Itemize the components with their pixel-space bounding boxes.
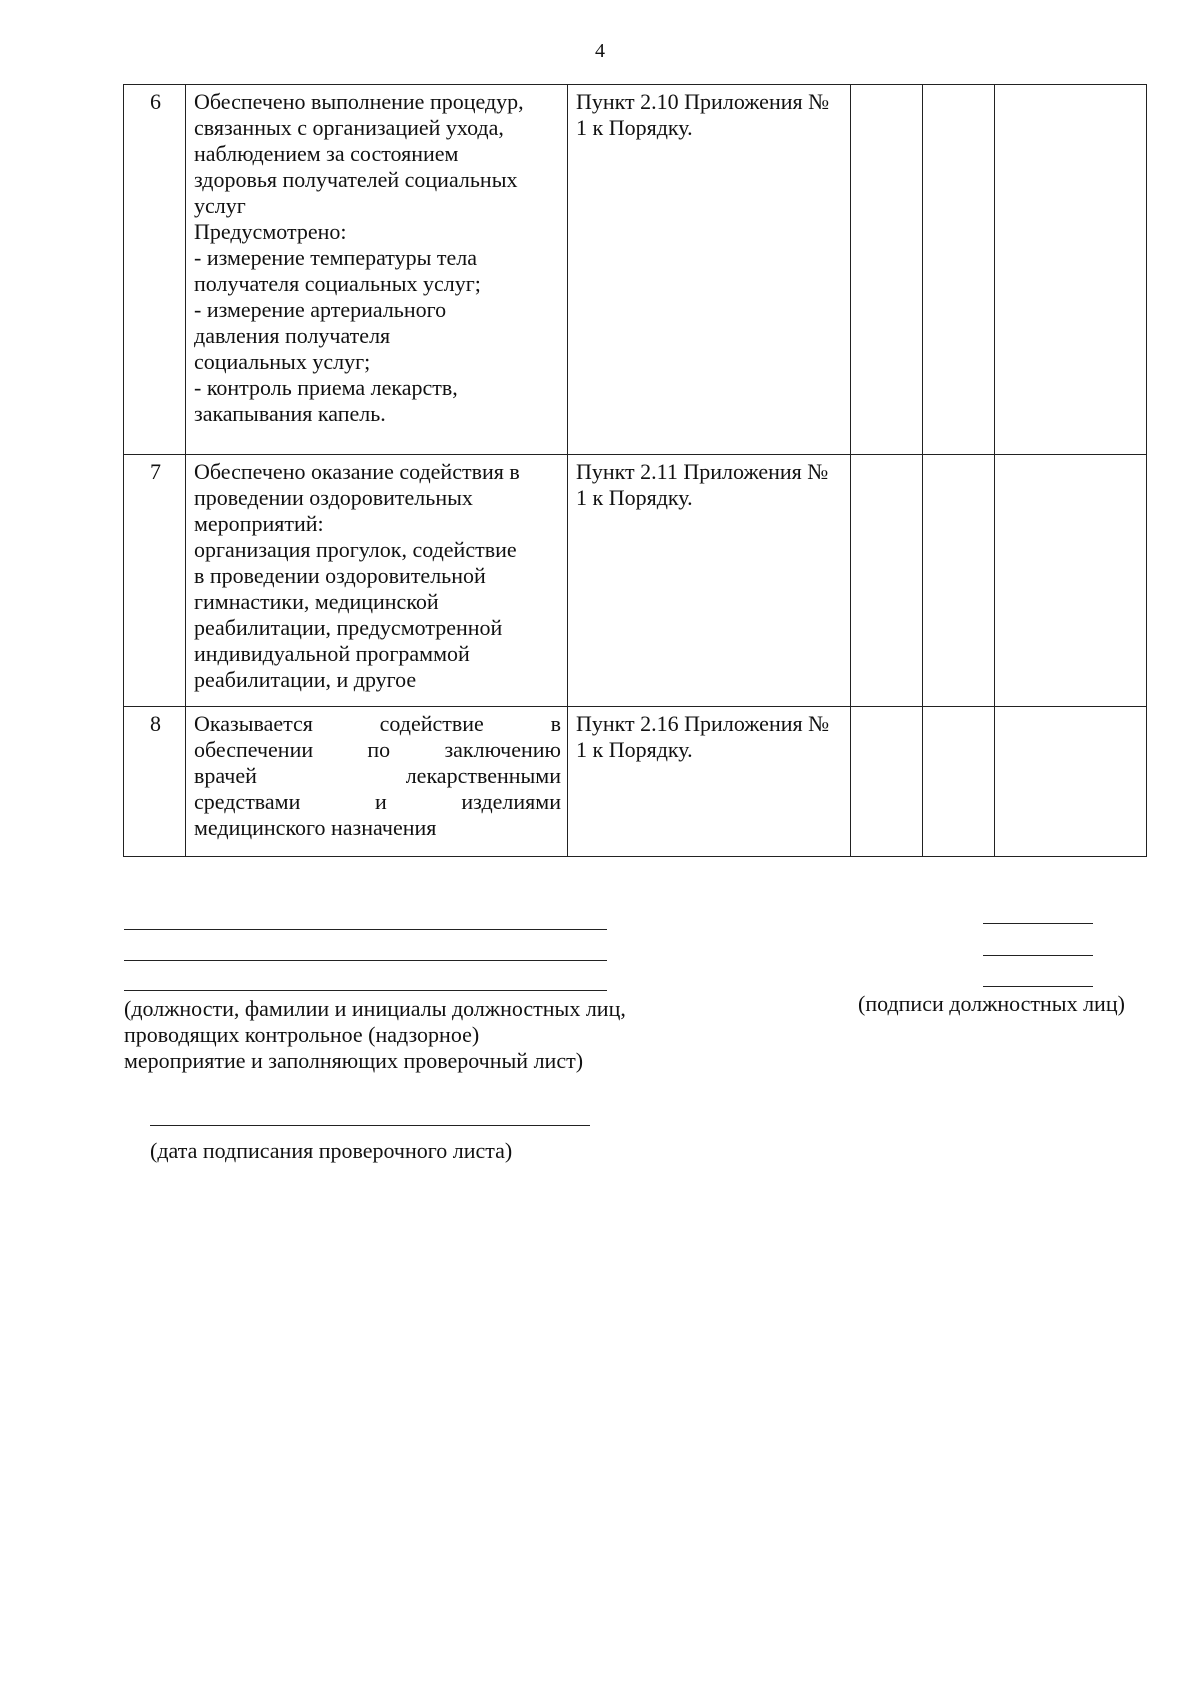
answer-cell[interactable]: [851, 85, 923, 455]
answer-cell[interactable]: [923, 85, 995, 455]
answer-cell[interactable]: [923, 455, 995, 707]
requirement-cell: [186, 85, 568, 455]
officials-caption: [124, 996, 626, 1074]
requirement-line: реабилитации, и другое: [194, 667, 417, 692]
date-line[interactable]: [150, 1125, 590, 1126]
requirement-line: социальных услуг;: [194, 349, 371, 374]
requirement-line: наблюдением за состоянием: [194, 141, 459, 166]
signature-line[interactable]: [983, 986, 1093, 987]
requirement-line: проведении оздоровительных: [194, 485, 473, 510]
note-cell[interactable]: [995, 455, 1147, 707]
official-name-line[interactable]: [124, 929, 607, 930]
requirement-line: услуг: [194, 193, 246, 218]
table-row: [124, 85, 1147, 455]
requirement-line: медицинского назначения: [194, 815, 437, 840]
row-number: 7: [124, 455, 186, 707]
requirement-line: Обеспечено оказание содействия в: [194, 459, 520, 484]
note-cell[interactable]: [995, 85, 1147, 455]
row-number: 6: [124, 85, 186, 455]
requirement-line: здоровья получателей социальных: [194, 167, 518, 192]
requirement-line: Оказывается содействие в: [194, 711, 561, 736]
checklist-table: [123, 84, 1147, 857]
requirement-line: индивидуальной программой: [194, 641, 470, 666]
reference-cell: Пункт 2.10 Приложения № 1 к Порядку.: [568, 85, 851, 455]
requirement-line: Обеспечено выполнение процедур,: [194, 89, 524, 114]
answer-cell[interactable]: [923, 707, 995, 857]
reference-cell: Пункт 2.16 Приложения № 1 к Порядку.: [568, 707, 851, 857]
answer-cell[interactable]: [851, 455, 923, 707]
requirement-line: средствами и изделиями: [194, 789, 561, 814]
requirement-line: - контроль приема лекарств,: [194, 375, 458, 400]
signatures-caption: (подписи должностных лиц): [858, 991, 1125, 1016]
signature-line[interactable]: [983, 955, 1093, 956]
requirement-line: связанных с организацией ухода,: [194, 115, 504, 140]
requirement-line: давления получателя: [194, 323, 391, 348]
page-number: 4: [595, 40, 605, 62]
requirement-line: закапывания капель.: [194, 401, 386, 426]
caption-line: (должности, фамилии и инициалы должностных лиц,: [124, 996, 626, 1021]
requirement-line: организация прогулок, содействие: [194, 537, 517, 562]
table-row: [124, 707, 1147, 857]
note-cell[interactable]: [995, 707, 1147, 857]
requirement-cell: [186, 455, 568, 707]
requirement-line: гимнастики, медицинской: [194, 589, 439, 614]
caption-line: мероприятие и заполняющих проверочный лист): [124, 1048, 584, 1073]
row-number: 8: [124, 707, 186, 857]
requirement-line: реабилитации, предусмотренной: [194, 615, 503, 640]
official-name-line[interactable]: [124, 990, 607, 991]
requirement-line: получателя социальных услуг;: [194, 271, 481, 296]
official-name-line[interactable]: [124, 960, 607, 961]
requirement-line: - измерение температуры тела: [194, 245, 478, 270]
requirement-line: обеспечении по заключению: [194, 737, 561, 762]
answer-cell[interactable]: [851, 707, 923, 857]
requirement-line: в проведении оздоровительной: [194, 563, 486, 588]
requirement-line: Предусмотрено:: [194, 219, 347, 244]
signature-line[interactable]: [983, 923, 1093, 924]
caption-line: проводящих контрольное (надзорное): [124, 1022, 480, 1047]
requirement-line: мероприятий:: [194, 511, 324, 536]
requirement-line: - измерение артериального: [194, 297, 447, 322]
date-caption: (дата подписания проверочного листа): [150, 1138, 513, 1163]
requirement-cell: [186, 707, 568, 857]
table-row: [124, 455, 1147, 707]
requirement-line: врачей лекарственными: [194, 763, 561, 788]
reference-cell: Пункт 2.11 Приложения № 1 к Порядку.: [568, 455, 851, 707]
